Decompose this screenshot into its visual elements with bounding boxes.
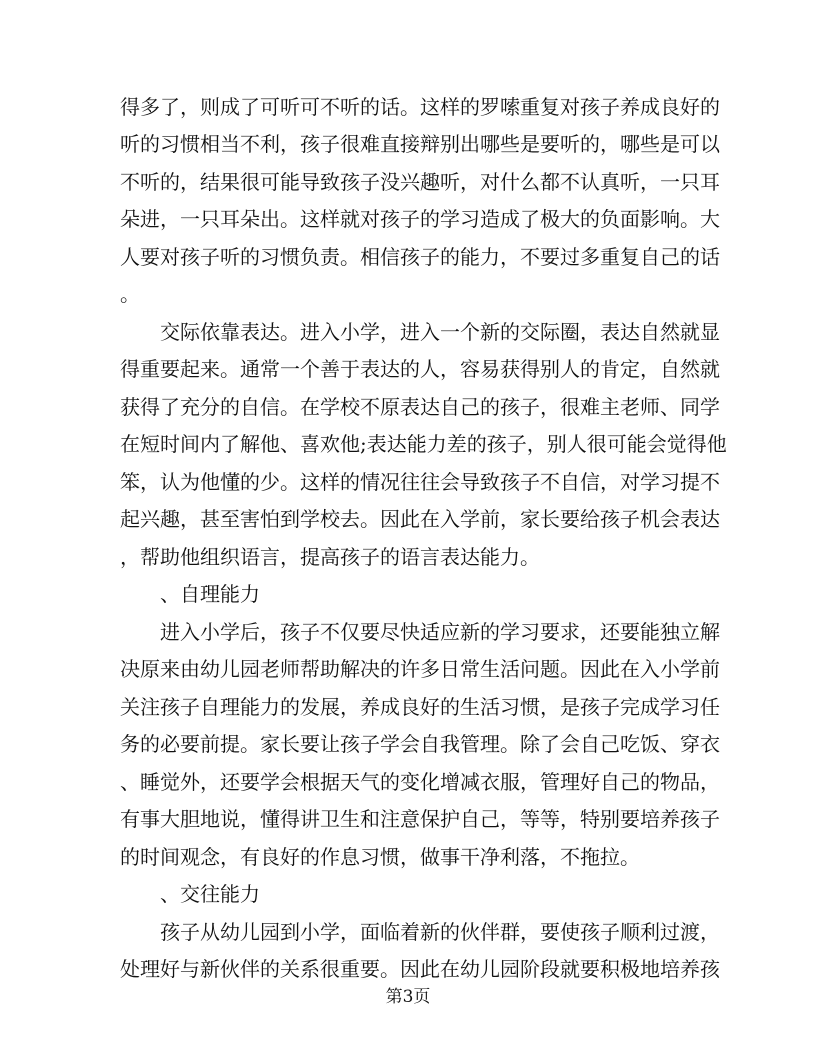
page-number: 第3页 [385,987,431,1007]
paragraph-line: 关注孩子自理能力的发展，养成良好的生活习惯，是孩子完成学习任 [120,695,720,719]
section-heading: 、自理能力 [120,582,260,606]
paragraph-line: 孩子从幼儿园到小学，面临着新的伙伴群，要使孩子顺利过渡， [120,920,720,944]
paragraph-line: 处理好与新伙伴的关系很重要。因此在幼儿园阶段就要积极地培养孩 [120,957,720,981]
paragraph-line: ，帮助他组织语言，提高孩子的语言表达能力。 [120,545,540,569]
paragraph-line: 得多了，则成了可听可不听的话。这样的罗嗦重复对孩子养成良好的 [120,95,720,119]
paragraph-line: 有事大胆地说，懂得讲卫生和注意保护自己，等等，特别要培养孩子 [120,807,720,831]
paragraph-line: 不听的，结果很可能导致孩子没兴趣听，对什么都不认真听，一只耳 [120,170,720,194]
paragraph-line: 获得了充分的自信。在学校不原表达自己的孩子，很难主老师、同学 [120,395,720,419]
paragraph-line: 决原来由幼儿园老师帮助解决的许多日常生活问题。因此在入小学前 [120,657,720,681]
paragraph-line: 起兴趣，甚至害怕到学校去。因此在入学前，家长要给孩子机会表达 [120,507,720,531]
paragraph-line: 听的习惯相当不利，孩子很难直接辩别出哪些是要听的，哪些是可以 [120,132,720,156]
paragraph-line: 务的必要前提。家长要让孩子学会自我管理。除了会自己吃饭、穿衣 [120,732,720,756]
paragraph-line: 得重要起来。通常一个善于表达的人，容易获得别人的肯定，自然就 [120,357,720,381]
section-heading: 、交往能力 [120,882,260,906]
paragraph-line: 进入小学后，孩子不仅要尽快适应新的学习要求，还要能独立解 [120,620,720,644]
paragraph-line: 交际依靠表达。进入小学，进入一个新的交际圈，表达自然就显 [120,320,720,344]
paragraph-line: 。 [120,282,140,306]
paragraph-line: 笨，认为他懂的少。这样的情况往往会导致孩子不自信，对学习提不 [120,470,720,494]
paragraph-line: 在短时间内了解他、喜欢他;表达能力差的孩子，别人很可能会觉得他 [120,432,727,456]
paragraph-line: 的时间观念，有良好的作息习惯，做事干净利落，不拖拉。 [120,845,640,869]
paragraph-line: 朵进，一只耳朵出。这样就对孩子的学习造成了极大的负面影响。大 [120,207,720,231]
paragraph-line: 、睡觉外，还要学会根据天气的变化增减衣服，管理好自己的物品， [120,770,720,794]
paragraph-line: 人要对孩子听的习惯负责。相信孩子的能力，不要过多重复自己的话 [120,245,720,269]
